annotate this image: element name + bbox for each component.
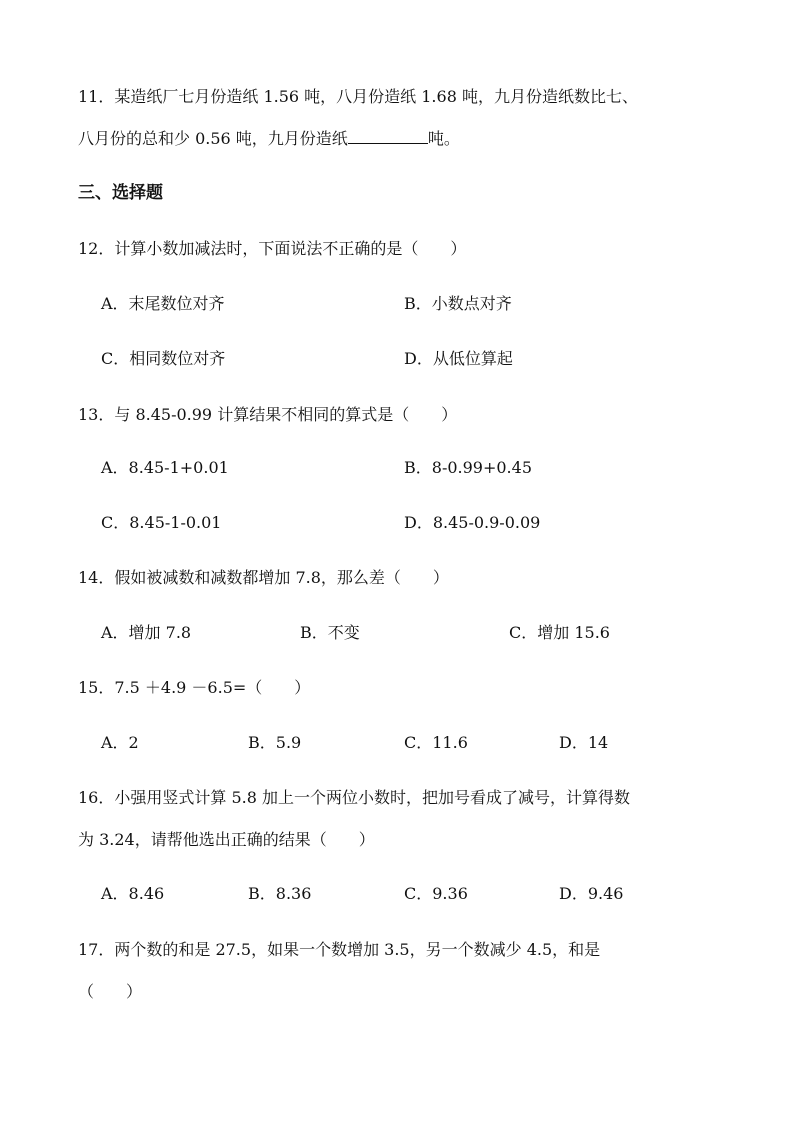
q11-line2 (78, 128, 460, 150)
q15-option-c[interactable]: C．11.6 (404, 733, 468, 752)
q13-option-c[interactable]: C．8.45-1-0.01 (101, 513, 222, 532)
q16-option-d[interactable]: D．9.46 (559, 884, 624, 903)
q13-option-d[interactable]: D．8.45-0.9-0.09 (404, 513, 541, 532)
q15-stem: 15．7.5 ＋4.9 －6.5=（ ） (78, 678, 311, 697)
q14-option-a[interactable]: A．增加 7.8 (101, 623, 192, 642)
q11-line2-text: 八月份的总和少 0.56 吨，九月份造纸 (78, 129, 348, 148)
q16-line1: 16．小强用竖式计算 5.8 加上一个两位小数时，把加号看成了减号，计算得数 (78, 788, 630, 807)
q15-option-b[interactable]: B．5.9 (248, 733, 302, 752)
q12-option-c[interactable]: C．相同数位对齐 (101, 349, 226, 368)
q12-option-a[interactable]: A．末尾数位对齐 (101, 294, 225, 313)
q13-option-a[interactable]: A．8.45-1+0.01 (101, 458, 229, 477)
q16-option-c[interactable]: C．9.36 (404, 884, 468, 903)
q12-option-b[interactable]: B．小数点对齐 (404, 294, 512, 313)
q14-option-b[interactable]: B．不变 (300, 623, 360, 642)
q16-option-a[interactable]: A．8.46 (101, 884, 165, 903)
q14-stem: 14．假如被减数和减数都增加 7.8，那么差（ ） (78, 568, 449, 587)
q11-line1: 11．某造纸厂七月份造纸 1.56 吨，八月份造纸 1.68 吨，九月份造纸数比七、 (78, 87, 638, 106)
q16-option-b[interactable]: B．8.36 (248, 884, 312, 903)
q16-line2: 为 3.24，请帮他选出正确的结果（ ） (78, 830, 375, 849)
section-heading: 三、选择题 (78, 183, 163, 203)
q15-option-d[interactable]: D．14 (559, 733, 609, 752)
q11-line2-unit: 吨。 (427, 129, 460, 148)
q14-option-c[interactable]: C．增加 15.6 (509, 623, 610, 642)
q13-option-b[interactable]: B．8-0.99+0.45 (404, 458, 533, 477)
q17-line2: （ ） (78, 982, 143, 1001)
q11-answer-blank[interactable] (348, 129, 428, 144)
q12-stem: 12．计算小数加减法时，下面说法不正确的是（ ） (78, 239, 467, 258)
q12-option-d[interactable]: D．从低位算起 (404, 349, 513, 368)
q15-option-a[interactable]: A．2 (101, 733, 139, 752)
q13-stem: 13．与 8.45-0.99 计算结果不相同的算式是（ ） (78, 405, 458, 424)
q17-line1: 17．两个数的和是 27.5，如果一个数增加 3.5，另一个数减少 4.5，和是 (78, 940, 601, 959)
